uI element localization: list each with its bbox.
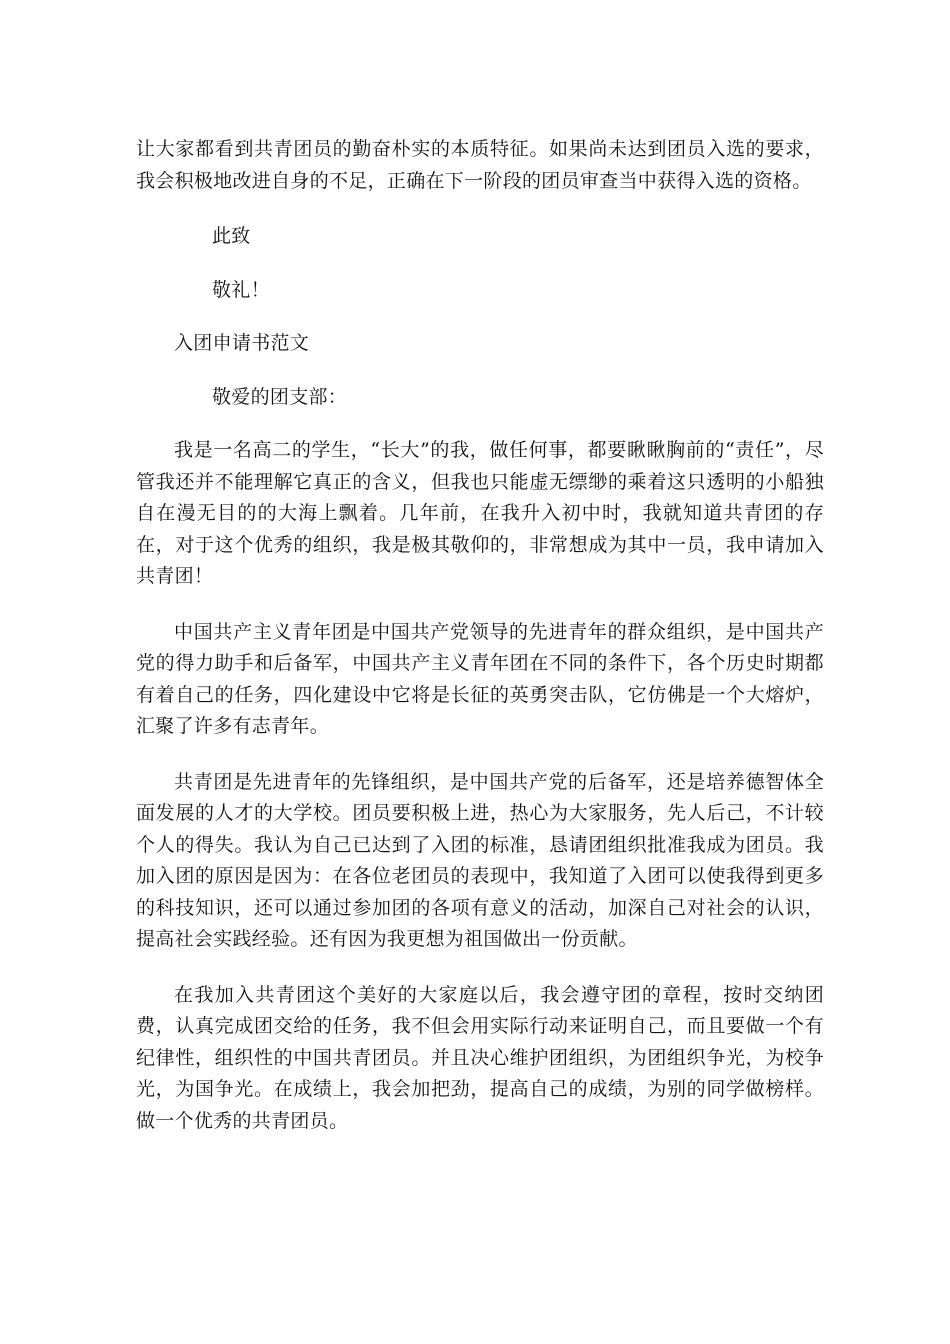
sample-title: 入团申请书范文: [174, 332, 310, 354]
document-page: [136, 134, 824, 1161]
continuation-paragraph: 让大家都看到共青团员的勤奋朴实的本质特征。如果尚未达到团员入选的要求，我会积极地改进自身的不足，正确在下一阶段的团员审查当中获得入选的资格。: [136, 138, 824, 192]
closing-line-2: 敬礼！: [212, 278, 270, 301]
body-paragraph-1: 我是一名高二的学生，“长大”的我，做任何事，都要瞅瞅胸前的“责任”，尽管我还并不能理解它真正的含义，但我也只能虚无缥缈的乘着这只透明的小船独自在漫无目的的大海上飘着。几年前，在我升入初中时，我就知道共青团的存在，对于这个优秀的组织，我是极其敬仰的，非常想成为其中一员，我申请加入共青团！: [136, 439, 824, 587]
body-paragraph-3: 共青团是先进青年的先锋组织，是中国共产党的后备军，还是培养德智体全面发展的人才的大学校。团员要积极上进，热心为大家服务，先人后己，不计较个人的得失。我认为自己已达到了入团的标准，恳请团组织批准我成为团员。我加入团的原因是因为：在各位老团员的表现中，我知道了入团可以使我得到更多的科技知识，还可以通过参加团的各项有意义的活动，加深自己对社会的认识，提高社会实践经验。还有因为我更想为祖国做出一份贡献。: [136, 770, 824, 950]
salutation: 敬爱的团支部：: [212, 385, 348, 408]
closing-line-1: 此致: [212, 225, 251, 247]
body-paragraph-4: 在我加入共青团这个美好的大家庭以后，我会遵守团的章程，按时交纳团费，认真完成团交给的任务，我不但会用实际行动来证明自己，而且要做一个有纪律性，组织性的中国共青团员。并且决心维护团组织，为团组织争光，为校争光，为国争光。在成绩上，我会加把劲，提高自己的成绩，为别的同学做榜样。做一个优秀的共青团员。: [136, 983, 824, 1132]
body-paragraph-2: 中国共产主义青年团是中国共产党领导的先进青年的群众组织，是中国共产党的得力助手和后备军，中国共产主义青年团在不同的条件下，各个历史时期都有着自己的任务，四化建设中它将是长征的英勇突击队，它仿佛是一个大熔炉，汇聚了许多有志青年。: [136, 620, 824, 737]
